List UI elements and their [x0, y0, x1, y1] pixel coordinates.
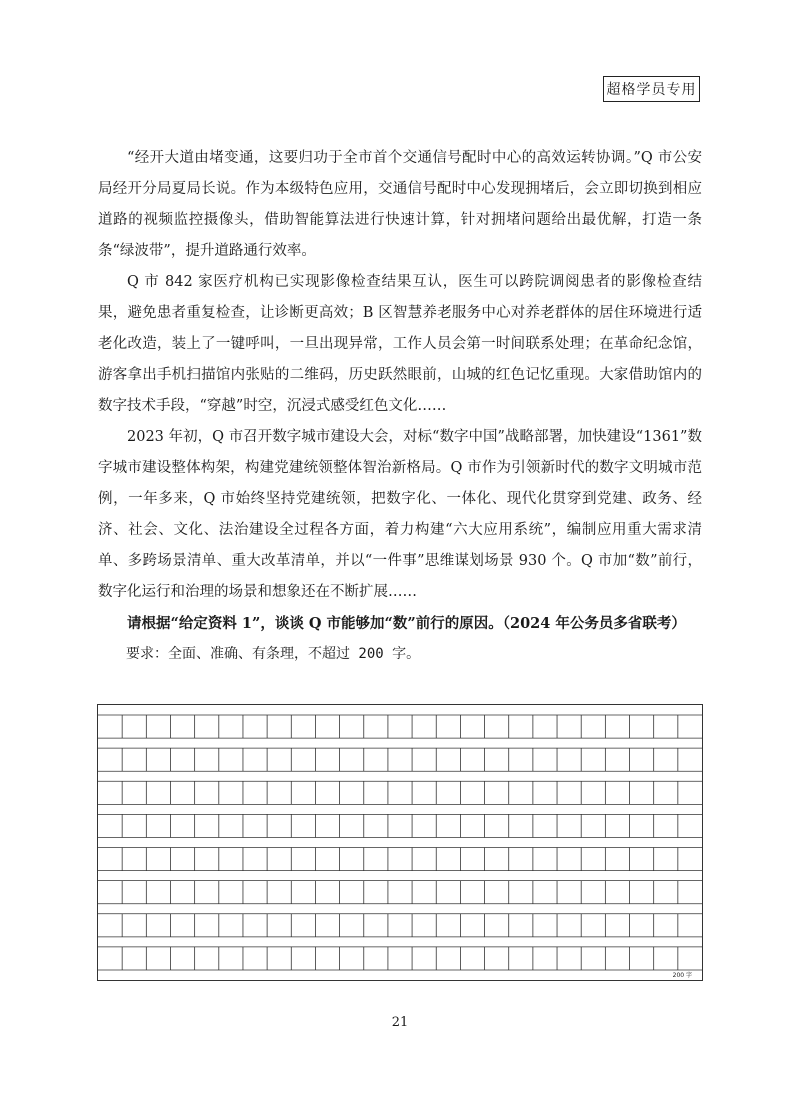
badge-label: 超格学员专用 — [603, 76, 700, 102]
answer-grid[interactable] — [97, 704, 703, 981]
answer-requirement: 要求：全面、准确、有条理，不超过 200 字。 — [126, 646, 421, 662]
material-text — [98, 143, 702, 670]
question-prompt: 请根据“给定资料 1”，谈谈 Q 市能够加“数”前行的原因。（2024 年公务员多省联考） — [127, 615, 686, 632]
paragraph-1: “经开大道由堵变通，这要归功于全市首个交通信号配时中心的高效运转协调。”Q 市公安局经开分局夏局长说。作为本级特色应用，交通信号配时中心发现拥堵后，会立即切换到相应道路的视频监控摄像头，借助智能算法进行快速计算，针对拥堵问题给出最优解，打造一条条“绿波带”，提升道路通行效率。 — [98, 150, 702, 259]
page-number: 21 — [391, 1015, 409, 1030]
paragraph-3: 2023 年初，Q 市召开数字城市建设大会，对标“数字中国”战略部署，加快建设“1361”数字城市建设整体构架，构建党建统领整体智治新格局。Q 市作为引领新时代的数字文明城市范例，一年多来，Q 市始终坚持党建统领，把数字化、一体化、现代化贯穿到党建、政务、经济、社会、文化、法治建设全过程各方面，着力构建“六大应用系统”，编制应用重大需求清单、多跨场景清单、重大改革清单，并以“一件事”思维谋划场景 930 个。Q 市加“数”前行，数字化运行和治理的场景和想象还在不断扩展…… — [98, 429, 702, 600]
answer-grid-lines — [98, 705, 702, 980]
paragraph-2: Q 市 842 家医疗机构已实现影像检查结果互认，医生可以跨院调阅患者的影像检查结果，避免患者重复检查，让诊断更高效；B 区智慧养老服务中心对养老群体的居住环境进行适老化改造，装上了一键呼叫，一旦出现异常，工作人员会第一时间联系处理；在革命纪念馆，游客拿出手机扫描馆内张贴的二维码，历史跃然眼前，山城的红色记忆重现。大家借助馆内的数字技术手段，“穿越”时空，沉浸式感受红色文化…… — [98, 274, 702, 414]
word-count-label: 200 字 — [672, 972, 692, 979]
